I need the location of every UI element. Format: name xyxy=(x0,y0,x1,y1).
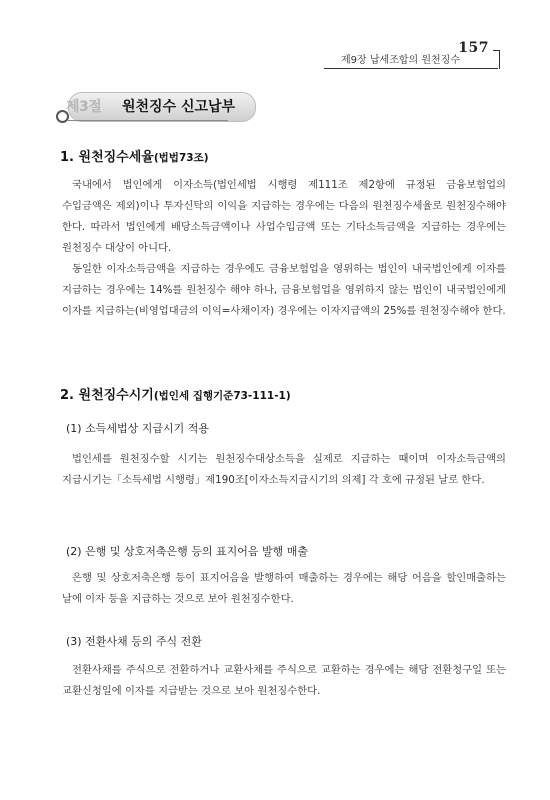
banner-underline xyxy=(68,120,228,121)
running-header xyxy=(0,38,550,68)
header-rule xyxy=(324,68,498,69)
heading-note: (법인세 집행기준73-111-1) xyxy=(153,390,291,402)
heading-note: (법법73조) xyxy=(153,152,209,164)
subsection-title: (2) 은행 및 상호저축은행 등의 표지어음 발행 매출 xyxy=(66,545,308,558)
section-title: 원천징수 신고납부 xyxy=(122,99,236,115)
chapter-title: 제9장 납세조합의 원천징수 xyxy=(341,55,460,66)
paragraph: 은행 및 상호저축은행 등이 표지어음을 발행하여 매출하는 경우에는 해당 어음을 할인매출하는 날에 이자 등을 지급하는 것으로 보아 원천징수한다. xyxy=(62,572,506,605)
paragraph: 동일한 이자소득금액을 지급하는 경우에도 금융보험업을 영위하는 법인이 내국법인에게 이자를 지급하는 경우에는 14%를 원천징수 해야 하나, 금융보험업을 영위하지 않는 법인이 내국법인에게 이자를 지급하는(비영업대금의 이익=사채이자) 경우에는 이자지급액의 25%를 원천징수해야 한다. xyxy=(62,263,506,317)
heading-text: 1. 원천징수세율 xyxy=(60,150,154,165)
heading-withholding-rate xyxy=(60,146,209,165)
section-number: 제3절 xyxy=(66,99,102,115)
paragraph: 국내에서 법인에게 이자소득(법인세법 시행령 제111조 제2항에 규정된 금융보험업의 수입금액은 제외)이나 투자신탁의 이익을 지급하는 경우에는 다음의 원천징수세율로 원천징수해야 한다. 따라서 법인에게 배당소득금액이나 사업수입금액 또는 기타소득금액을 지급하는 경우에는 원천징수 대상이 아니다. xyxy=(62,179,506,254)
subsection-title: (3) 전환사채 등의 주식 전환 xyxy=(66,635,202,648)
heading-withholding-timing xyxy=(60,384,291,403)
section-banner xyxy=(56,92,256,124)
heading-text: 2. 원천징수시기 xyxy=(60,388,154,403)
header-bracket xyxy=(493,50,500,69)
page-number: 157 xyxy=(458,40,489,56)
paragraph: 전환사채를 주식으로 전환하거나 교환사채를 주식으로 교환하는 경우에는 해당 전환청구일 또는 교환신청일에 이자를 지급받는 것으로 보아 원천징수한다. xyxy=(62,664,506,697)
subsection-title: (1) 소득세법상 지급시기 적용 xyxy=(66,422,209,435)
paragraph: 법인세를 원천징수할 시기는 원천징수대상소득을 실제로 지급하는 때이며 이자소득금액의 지급시기는「소득세법 시행령」제190조[이자소득지급시기의 의제] 각 호에 규정된 날로 한다. xyxy=(62,453,506,486)
